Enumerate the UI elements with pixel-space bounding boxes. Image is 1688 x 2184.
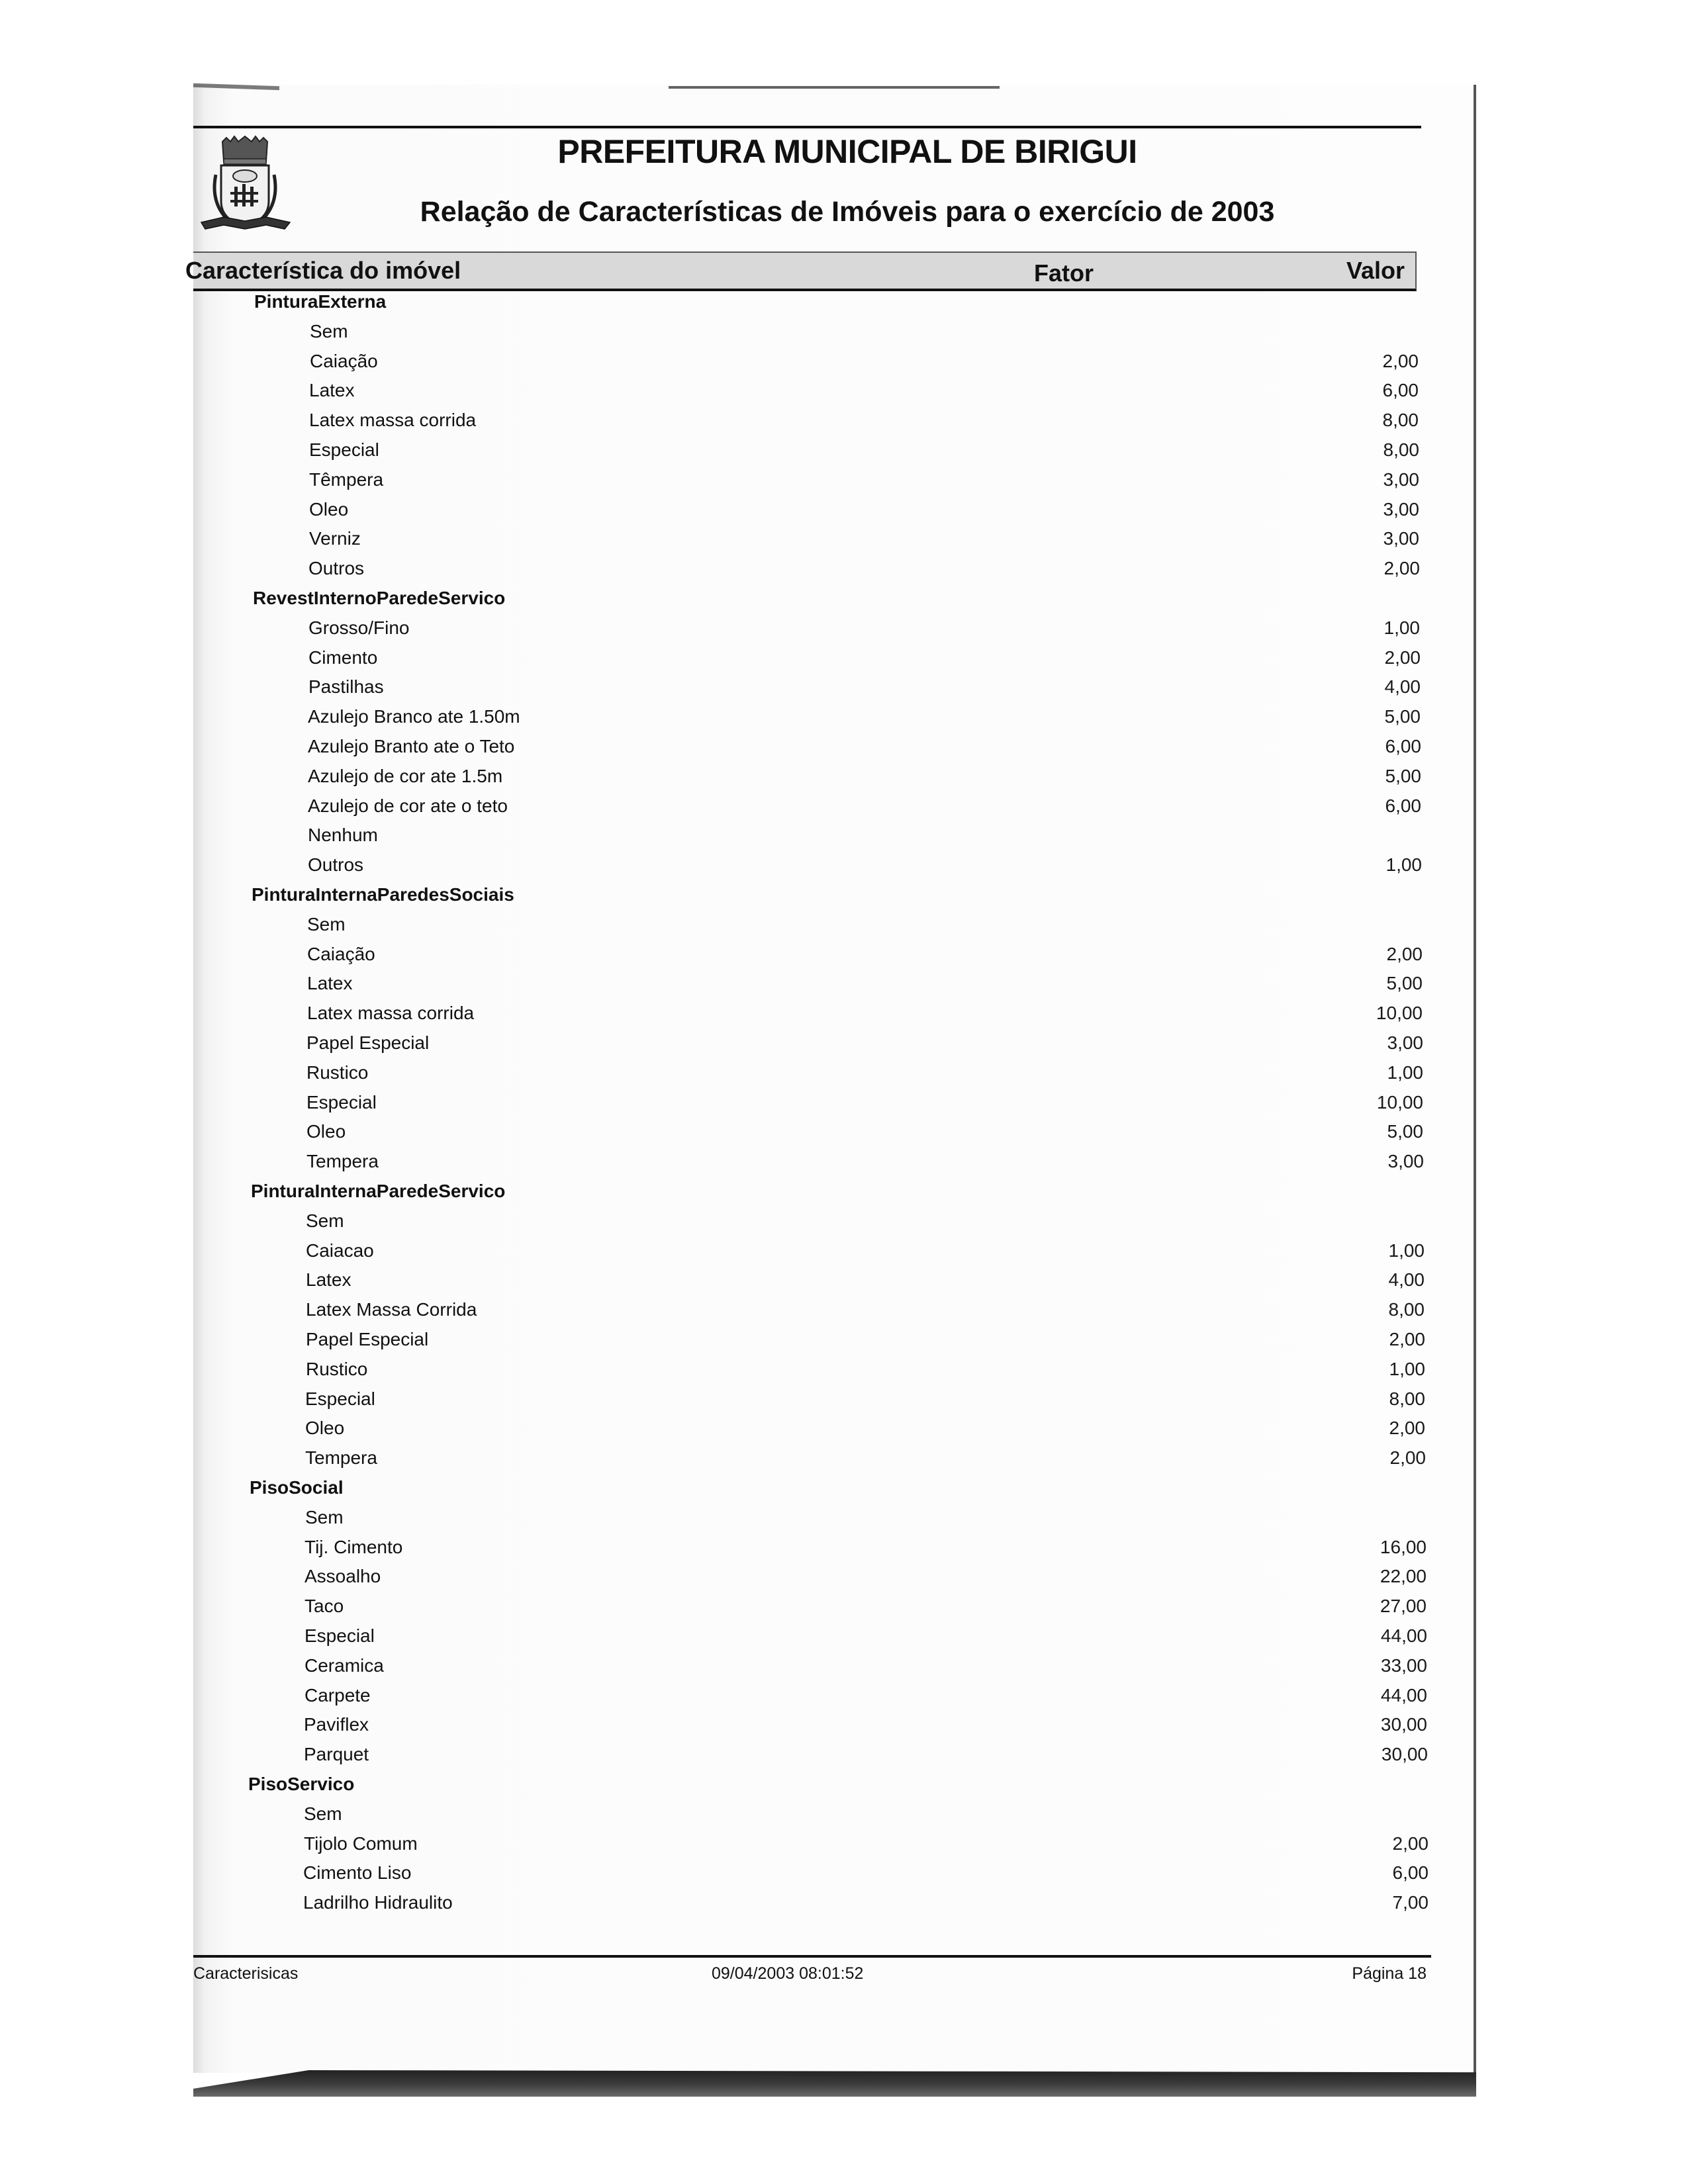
characteristic-label: Sem xyxy=(305,1506,344,1527)
table-row xyxy=(0,1653,1688,1682)
characteristic-label: Sem xyxy=(310,320,348,341)
characteristic-value: 1,00 xyxy=(1385,854,1422,876)
characteristic-value: 5,00 xyxy=(1386,973,1423,994)
characteristic-label: Azulejo Branco ate 1.50m xyxy=(308,706,520,727)
characteristic-value: 5,00 xyxy=(1384,706,1421,727)
column-header-factor: Fator xyxy=(1034,259,1094,287)
column-header-characteristic: Característica do imóvel xyxy=(185,257,461,284)
table-row xyxy=(0,822,1688,851)
table-row xyxy=(0,1208,1688,1237)
characteristic-value: 6,00 xyxy=(1385,795,1421,816)
table-row xyxy=(0,377,1688,406)
characteristic-label: Outros xyxy=(308,558,365,579)
table-row xyxy=(0,1297,1688,1326)
characteristic-label: Oleo xyxy=(309,498,349,520)
characteristic-value: 1,00 xyxy=(1387,1062,1423,1083)
table-row xyxy=(0,525,1688,555)
characteristic-label: Sem xyxy=(304,1803,342,1824)
characteristic-value: 2,00 xyxy=(1389,1329,1425,1349)
characteristic-label: Azulejo Branto ate o Teto xyxy=(308,736,515,756)
table-row xyxy=(0,704,1688,733)
footer-page-number: Página 18 xyxy=(1352,1964,1427,1983)
group-row xyxy=(0,289,1688,318)
characteristic-label: Latex Massa Corrida xyxy=(306,1299,477,1320)
table-row xyxy=(0,437,1688,466)
table-row xyxy=(0,1682,1688,1711)
characteristic-value: 2,00 xyxy=(1389,1447,1426,1469)
characteristic-value: 16,00 xyxy=(1380,1536,1427,1557)
characteristic-label: Rustico xyxy=(306,1062,369,1083)
table-row xyxy=(0,1860,1688,1889)
scan-background-strip xyxy=(193,2070,1476,2097)
characteristic-label: Caiação xyxy=(310,350,378,371)
table-row xyxy=(0,1030,1688,1059)
group-row xyxy=(0,1178,1688,1207)
group-name: PisoServico xyxy=(248,1774,355,1794)
characteristic-label: Grosso/Fino xyxy=(308,617,410,638)
characteristic-label: Papel Especial xyxy=(306,1329,429,1349)
characteristic-value: 7,00 xyxy=(1392,1892,1429,1913)
characteristic-value: 5,00 xyxy=(1385,765,1421,786)
table-row xyxy=(0,674,1688,703)
table-row xyxy=(0,318,1688,347)
table-row xyxy=(0,1148,1688,1177)
characteristic-label: Cimento Liso xyxy=(303,1862,412,1884)
table-row xyxy=(0,1504,1688,1533)
characteristic-label: Especial xyxy=(305,1625,375,1646)
characteristic-value: 3,00 xyxy=(1383,528,1419,549)
page-title: PREFEITURA MUNICIPAL DE BIRIGUI xyxy=(557,133,1137,170)
characteristic-value: 6,00 xyxy=(1392,1862,1429,1884)
table-row xyxy=(0,496,1688,525)
table-row xyxy=(0,1593,1688,1622)
characteristic-label: Latex xyxy=(306,1269,352,1291)
table-row xyxy=(0,407,1688,436)
characteristic-label: Latex massa corrida xyxy=(309,410,477,431)
table-row xyxy=(0,1386,1688,1415)
table-row xyxy=(0,1000,1688,1029)
characteristic-label: Azulejo de cor ate o teto xyxy=(308,795,508,816)
page-subtitle: Relação de Características de Imóveis para o exercício de 2003 xyxy=(420,196,1275,228)
characteristic-label: Especial xyxy=(305,1388,375,1409)
characteristic-value: 4,00 xyxy=(1384,676,1421,698)
group-name: PisoSocial xyxy=(250,1477,344,1498)
characteristic-value: 27,00 xyxy=(1380,1596,1427,1617)
table-row xyxy=(0,645,1688,674)
group-name: RevestInternoParedeServico xyxy=(253,588,506,608)
column-header-value: Valor xyxy=(1346,257,1405,284)
group-row xyxy=(0,1771,1688,1800)
table-row xyxy=(0,1356,1688,1385)
table-row xyxy=(0,1889,1688,1919)
characteristic-label: Ceramica xyxy=(305,1655,384,1676)
characteristic-label: Parquet xyxy=(304,1744,369,1765)
header-top-rule xyxy=(193,126,1421,128)
characteristic-value: 1,00 xyxy=(1383,617,1420,638)
group-row xyxy=(0,882,1688,911)
table-row xyxy=(0,555,1688,584)
characteristic-value: 30,00 xyxy=(1381,1744,1428,1765)
table-row xyxy=(0,1741,1688,1770)
characteristic-label: Oleo xyxy=(305,1418,345,1439)
coat-of-arms-logo xyxy=(197,135,293,234)
characteristic-value: 6,00 xyxy=(1385,736,1421,756)
characteristic-value: 10,00 xyxy=(1376,1003,1423,1024)
characteristic-value: 2,00 xyxy=(1386,943,1423,964)
characteristic-label: Cimento xyxy=(308,647,378,668)
paper-edge-shadow xyxy=(669,86,1000,89)
characteristic-label: Tij. Cimento xyxy=(305,1536,403,1557)
characteristic-value: 2,00 xyxy=(1392,1833,1429,1854)
group-name: PinturaInternaParedeServico xyxy=(251,1181,506,1201)
table-row xyxy=(0,1563,1688,1592)
characteristic-label: Especial xyxy=(309,439,379,460)
table-row xyxy=(0,793,1688,822)
characteristic-label: Taco xyxy=(305,1596,344,1617)
characteristic-value: 30,00 xyxy=(1380,1714,1427,1735)
characteristic-label: Assoalho xyxy=(305,1566,381,1587)
characteristic-label: Ladrilho Hidraulito xyxy=(303,1892,453,1913)
characteristic-value: 22,00 xyxy=(1380,1566,1427,1587)
characteristic-value: 8,00 xyxy=(1382,410,1419,431)
characteristic-label: Tempera xyxy=(306,1151,379,1172)
characteristic-label: Tempera xyxy=(305,1447,377,1469)
characteristic-label: Caiação xyxy=(307,943,375,964)
characteristic-label: Verniz xyxy=(309,528,361,549)
characteristic-value: 8,00 xyxy=(1389,1388,1425,1409)
characteristic-label: Carpete xyxy=(305,1684,371,1706)
characteristic-label: Latex xyxy=(307,973,353,994)
characteristic-value: 3,00 xyxy=(1387,1151,1424,1172)
table-row xyxy=(0,1445,1688,1474)
characteristic-label: Sem xyxy=(307,913,346,934)
table-row xyxy=(0,1711,1688,1741)
characteristic-value: 8,00 xyxy=(1383,439,1419,460)
footer-report-name: Caracterisicas xyxy=(193,1964,299,1983)
characteristic-label: Especial xyxy=(306,1091,377,1113)
characteristic-value: 2,00 xyxy=(1382,350,1419,371)
characteristic-value: 10,00 xyxy=(1376,1091,1423,1113)
characteristic-label: Latex xyxy=(309,380,355,401)
table-row xyxy=(0,941,1688,970)
characteristic-label: Nenhum xyxy=(308,825,378,846)
characteristic-label: Tijolo Comum xyxy=(304,1833,418,1854)
group-name: PinturaInternaParedesSociais xyxy=(252,884,514,905)
table-row xyxy=(0,1831,1688,1860)
footer-rule xyxy=(193,1955,1431,1958)
characteristic-value: 1,00 xyxy=(1389,1358,1425,1379)
characteristic-value: 3,00 xyxy=(1383,498,1419,520)
characteristic-value: 3,00 xyxy=(1383,469,1419,490)
characteristic-label: Têmpera xyxy=(309,469,384,490)
characteristic-value: 2,00 xyxy=(1389,1418,1425,1439)
table-row xyxy=(0,763,1688,792)
table-row xyxy=(0,1623,1688,1652)
table-row xyxy=(0,1238,1688,1267)
group-name: PinturaExterna xyxy=(254,291,387,312)
table-row xyxy=(0,1326,1688,1355)
footer-timestamp: 09/04/2003 08:01:52 xyxy=(712,1964,864,1983)
table-row xyxy=(0,348,1688,377)
characteristic-value: 1,00 xyxy=(1388,1240,1425,1261)
group-row xyxy=(0,585,1688,614)
table-row xyxy=(0,1801,1688,1830)
characteristic-value: 6,00 xyxy=(1382,380,1419,401)
table-row xyxy=(0,852,1688,881)
table-row xyxy=(0,1267,1688,1296)
table-header xyxy=(185,251,1417,291)
coat-of-arms-icon xyxy=(197,135,293,234)
table-row xyxy=(0,911,1688,940)
characteristic-label: Latex massa corrida xyxy=(307,1003,475,1024)
characteristic-value: 44,00 xyxy=(1380,1684,1427,1706)
characteristic-value: 4,00 xyxy=(1388,1269,1425,1291)
table-row xyxy=(0,970,1688,999)
table-row xyxy=(0,1118,1688,1148)
group-row xyxy=(0,1475,1688,1504)
characteristic-value: 44,00 xyxy=(1380,1625,1427,1646)
table-row xyxy=(0,1534,1688,1563)
table-row xyxy=(0,1089,1688,1118)
characteristic-label: Outros xyxy=(308,854,364,876)
characteristic-value: 2,00 xyxy=(1383,558,1420,579)
characteristic-label: Pastilhas xyxy=(308,676,384,698)
table-row xyxy=(0,1060,1688,1089)
characteristic-value: 3,00 xyxy=(1387,1032,1423,1053)
table-row xyxy=(0,467,1688,496)
characteristic-label: Caiacao xyxy=(306,1240,374,1261)
characteristic-value: 33,00 xyxy=(1380,1655,1427,1676)
characteristic-value: 8,00 xyxy=(1388,1299,1425,1320)
characteristic-label: Rustico xyxy=(306,1358,368,1379)
characteristic-label: Paviflex xyxy=(304,1714,369,1735)
characteristic-label: Oleo xyxy=(306,1121,346,1142)
characteristic-label: Azulejo de cor ate 1.5m xyxy=(308,765,503,786)
characteristic-value: 2,00 xyxy=(1384,647,1421,668)
table-row xyxy=(0,733,1688,762)
table-row xyxy=(0,615,1688,644)
characteristic-value: 5,00 xyxy=(1387,1121,1423,1142)
characteristic-label: Sem xyxy=(306,1210,344,1231)
table-row xyxy=(0,1415,1688,1444)
characteristic-label: Papel Especial xyxy=(306,1032,430,1053)
